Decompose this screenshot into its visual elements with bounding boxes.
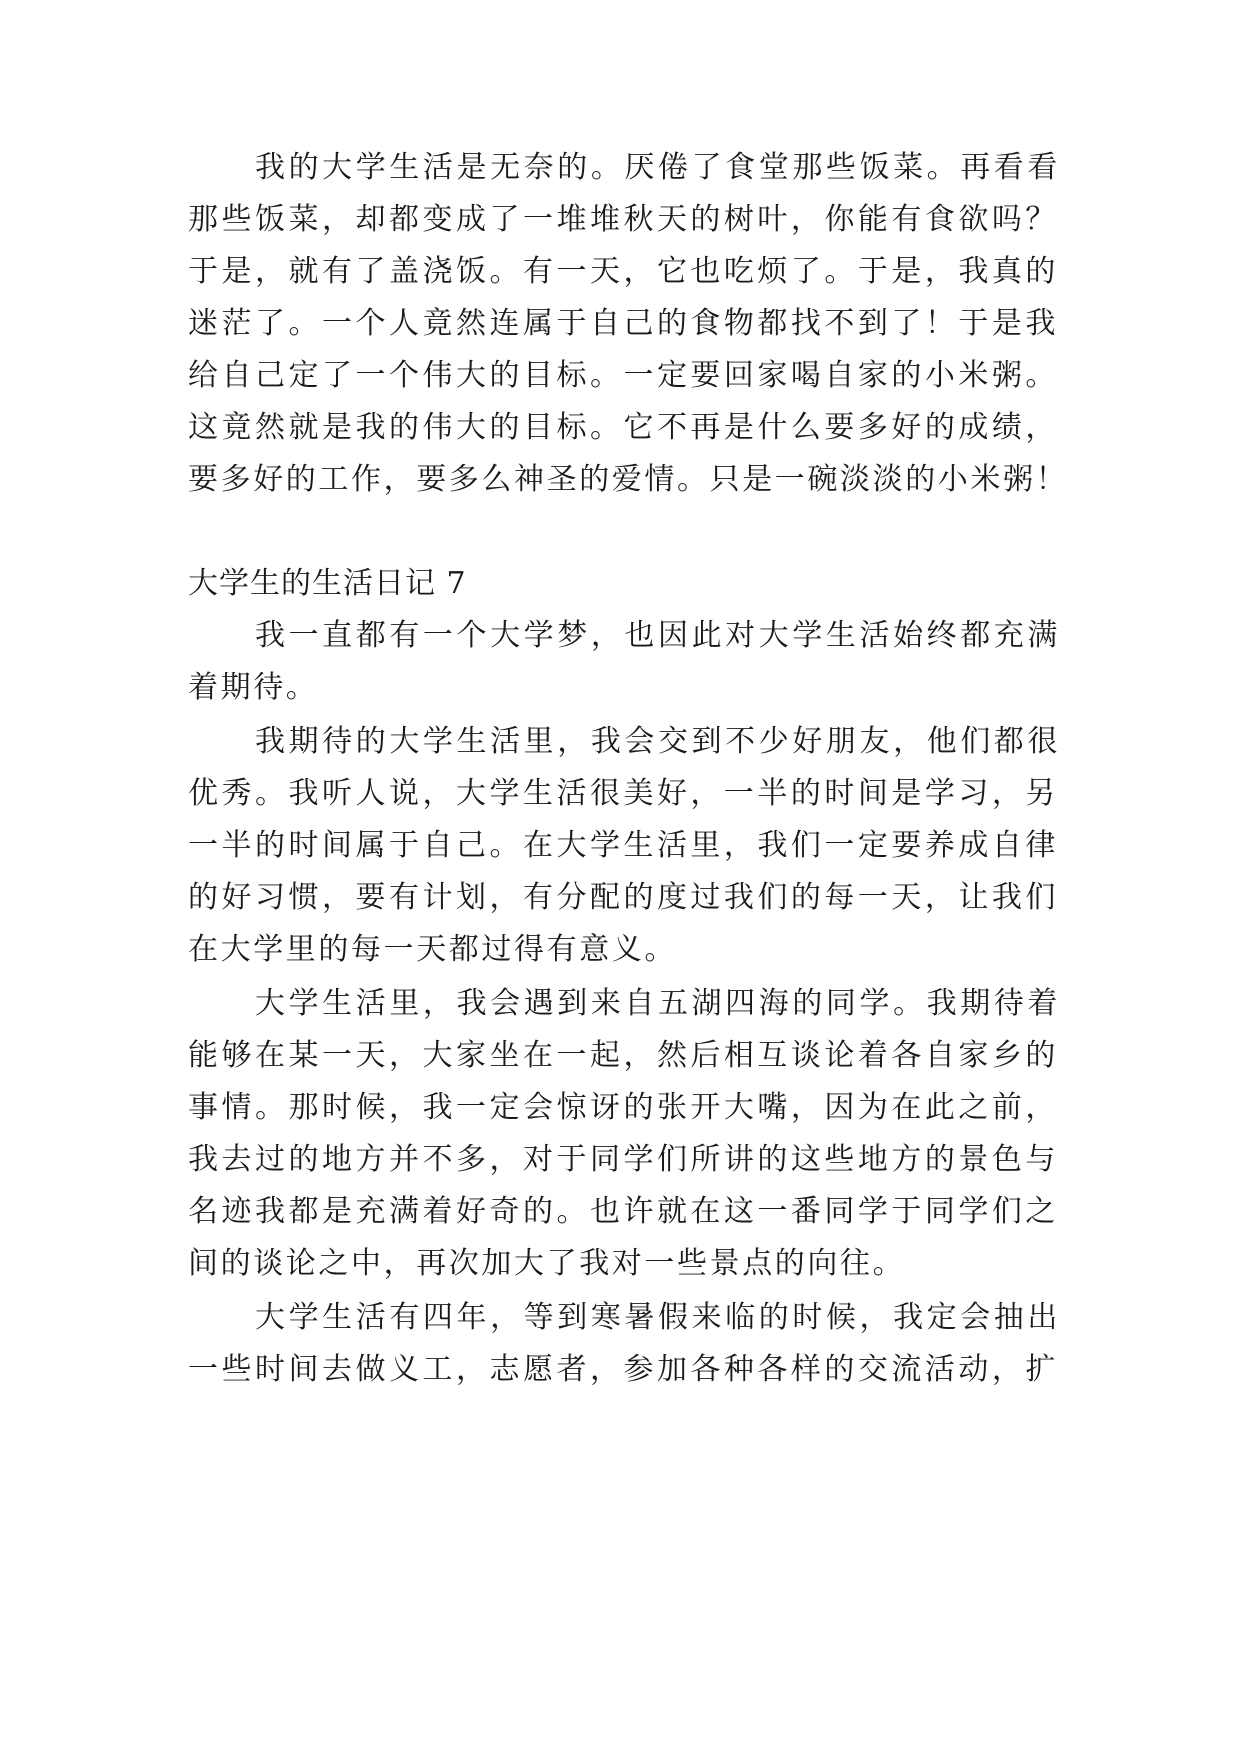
paragraph-4-line-6: 间的谈论之中，再次加大了我对一些景点的向往。	[188, 1246, 906, 1281]
paragraph-4-line-5: 名迹我都是充满着好奇的。也许就在这一番同学于同学们之	[188, 1194, 1058, 1229]
paragraph-2-line-1: 我一直都有一个大学梦，也因此对大学生活始终都充满	[255, 618, 1060, 653]
paragraph-1-line-6: 这竟然就是我的伟大的目标。它不再是什么要多好的成绩，	[188, 410, 1058, 445]
paragraph-4-line-1: 大学生活里，我会遇到来自五湖四海的同学。我期待着	[255, 986, 1060, 1021]
paragraph-3-line-1: 我期待的大学生活里，我会交到不少好朋友，他们都很	[255, 724, 1060, 759]
paragraph-3-line-4: 的好习惯，要有计划，有分配的度过我们的每一天，让我们	[188, 880, 1058, 915]
paragraph-3-line-3: 一半的时间属于自己。在大学生活里，我们一定要养成自律	[188, 828, 1058, 863]
paragraph-5-line-2: 一些时间去做义工，志愿者，参加各种各样的交流活动，扩	[188, 1352, 1058, 1387]
paragraph-2-line-2: 着期待。	[188, 670, 319, 705]
paragraph-3-line-5: 在大学里的每一天都过得有意义。	[188, 932, 677, 967]
paragraph-1-line-5: 给自己定了一个伟大的目标。一定要回家喝自家的小米粥。	[188, 358, 1058, 393]
paragraph-1-line-1: 我的大学生活是无奈的。厌倦了食堂那些饭菜。再看看	[255, 150, 1060, 185]
paragraph-1-line-4: 迷茫了。一个人竟然连属于自己的食物都找不到了！于是我	[188, 306, 1058, 341]
paragraph-4-line-4: 我去过的地方并不多，对于同学们所讲的这些地方的景色与	[188, 1142, 1058, 1177]
paragraph-3-line-2: 优秀。我听人说，大学生活很美好，一半的时间是学习，另	[188, 776, 1058, 811]
paragraph-1-line-2: 那些饭菜，却都变成了一堆堆秋天的树叶，你能有食欲吗？	[188, 202, 1058, 237]
paragraph-1-line-7: 要多好的工作，要多么神圣的爱情。只是一碗淡淡的小米粥！	[188, 462, 1069, 497]
paragraph-1-line-3: 于是，就有了盖浇饭。有一天，它也吃烦了。于是，我真的	[188, 254, 1058, 289]
section-title: 大学生的生活日记 7	[188, 566, 467, 601]
paragraph-4-line-2: 能够在某一天，大家坐在一起，然后相互谈论着各自家乡的	[188, 1038, 1058, 1073]
paragraph-4-line-3: 事情。那时候，我一定会惊讶的张开大嘴，因为在此之前，	[188, 1090, 1058, 1125]
paragraph-5-line-1: 大学生活有四年，等到寒暑假来临的时候，我定会抽出	[255, 1300, 1060, 1335]
